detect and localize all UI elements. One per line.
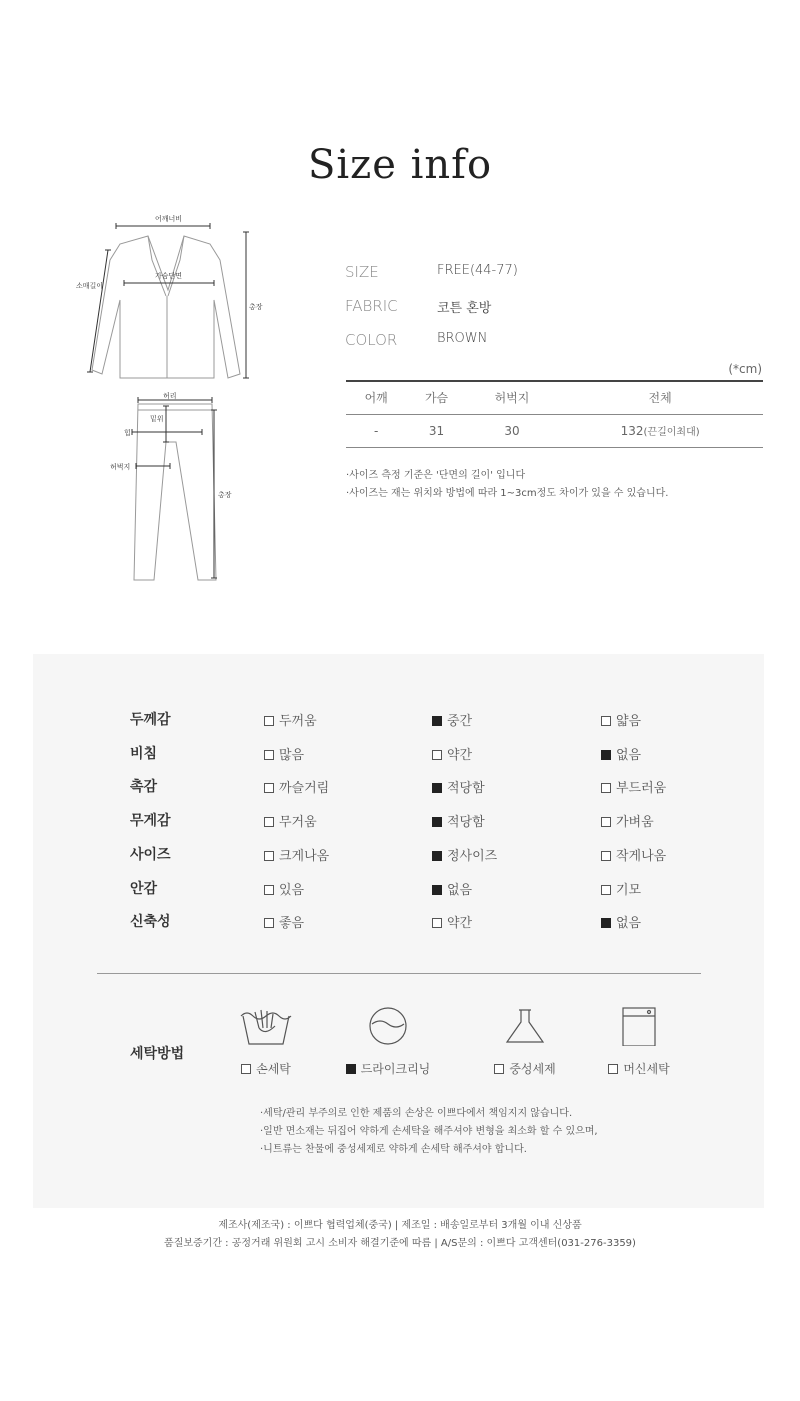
attribute-option-label: 부드러움	[616, 781, 667, 797]
attribute-option-label: 까슬거림	[279, 781, 330, 797]
checkbox-checked[interactable]	[432, 851, 442, 861]
label-hip: 힙	[124, 429, 131, 437]
size-notes	[346, 467, 668, 503]
attribute-option[interactable]	[264, 710, 317, 729]
care-line: ·니트류는 찬물에 중성세제로 약하게 손세탁 해주셔야 합니다.	[260, 1144, 527, 1155]
attribute-name: 무게감	[130, 813, 171, 830]
attribute-option-label: 중간	[447, 714, 473, 729]
wash-option[interactable]	[608, 1060, 669, 1077]
divider	[97, 973, 701, 974]
garment-diagram	[70, 210, 270, 590]
wash-neutral	[470, 1006, 580, 1077]
attribute-option[interactable]	[432, 879, 472, 898]
checkbox[interactable]	[241, 1064, 251, 1074]
attribute-option-label: 없음	[447, 882, 473, 898]
wash-label: 중성세제	[509, 1062, 556, 1076]
checkbox[interactable]	[601, 885, 611, 895]
attribute-option-label: 정사이즈	[447, 848, 498, 864]
checkbox[interactable]	[264, 716, 274, 726]
wash-hand	[211, 1006, 321, 1077]
attribute-row	[130, 878, 690, 898]
fabric-attributes-panel	[33, 654, 764, 1208]
table-header-cell: 전체	[648, 391, 672, 406]
wash-label: 머신세탁	[623, 1062, 670, 1076]
checkbox-checked[interactable]	[432, 716, 442, 726]
washing-title: 세탁방법	[130, 1046, 185, 1062]
label-pants-length: 총장	[218, 491, 232, 499]
attribute-option[interactable]	[601, 811, 654, 830]
attribute-option[interactable]	[601, 879, 641, 898]
checkbox[interactable]	[608, 1064, 618, 1074]
attribute-option[interactable]	[601, 744, 641, 763]
checkbox[interactable]	[264, 885, 274, 895]
label-chest: 가슴단면	[155, 272, 183, 280]
table-header-cell: 가슴	[424, 391, 449, 406]
note-line: ·사이즈 측정 기준은 '단면의 길이' 입니다	[346, 470, 526, 481]
attribute-option-label: 적당함	[447, 781, 485, 797]
wash-option[interactable]	[241, 1060, 291, 1077]
checkbox[interactable]	[264, 851, 274, 861]
attribute-option-label: 없음	[616, 916, 642, 932]
attribute-option-label: 많음	[279, 747, 305, 763]
footer-line: 제조사(제조국) : 이쁘다 협력업체(중국) | 제조일 : 배송일로부터 3개월 이내 신상품	[218, 1220, 582, 1231]
attribute-option-label: 두꺼움	[279, 714, 317, 729]
table-cell: 30	[504, 423, 520, 438]
attribute-option-label: 가벼움	[616, 815, 654, 831]
table-row	[346, 414, 763, 447]
attribute-row	[130, 911, 690, 931]
table-cell: -	[374, 423, 379, 438]
table-header-cell: 허벅지	[494, 391, 530, 406]
attribute-option[interactable]	[264, 777, 329, 796]
info-key: COLOR	[345, 331, 398, 349]
label-jacket-length: 총장	[249, 303, 263, 311]
label-rise: 밑위	[150, 415, 164, 423]
checkbox-checked[interactable]	[346, 1064, 356, 1074]
table-header-cell: 어깨	[364, 391, 388, 406]
checkbox[interactable]	[264, 750, 274, 760]
attribute-option[interactable]	[264, 744, 304, 763]
attribute-option-label: 작게나옴	[616, 848, 667, 864]
attribute-option-label: 약간	[447, 747, 473, 763]
info-value: FREE(44-77)	[437, 263, 518, 278]
checkbox[interactable]	[432, 918, 442, 928]
attribute-name: 비침	[130, 745, 158, 762]
attribute-option[interactable]	[432, 811, 485, 830]
checkbox[interactable]	[494, 1064, 504, 1074]
attribute-option[interactable]	[601, 912, 641, 931]
attribute-name: 두께감	[130, 712, 171, 728]
machine-wash-icon	[617, 1006, 661, 1046]
checkbox[interactable]	[601, 716, 611, 726]
table-header-row	[346, 381, 763, 414]
checkbox-checked[interactable]	[601, 918, 611, 928]
care-line: ·세탁/관리 부주의로 인한 제품의 손상은 이쁘다에서 책임지지 않습니다.	[260, 1108, 573, 1119]
attribute-option-label: 없음	[616, 747, 642, 763]
attribute-option[interactable]	[432, 845, 497, 864]
table-cell: 31	[428, 423, 445, 438]
info-value: 코튼 혼방	[437, 301, 492, 316]
wash-dry	[333, 1006, 443, 1077]
attribute-option-label: 무거움	[279, 815, 317, 831]
size-table	[346, 380, 763, 448]
attribute-option-label: 크게나옴	[279, 848, 330, 864]
info-key: SIZE	[345, 263, 379, 281]
attribute-option-label: 얇음	[616, 714, 642, 729]
attribute-option[interactable]	[601, 777, 666, 796]
attribute-option-label: 기모	[616, 882, 642, 898]
checkbox[interactable]	[432, 750, 442, 760]
wash-option[interactable]	[494, 1060, 555, 1077]
checkbox[interactable]	[601, 851, 611, 861]
hand-wash-icon	[239, 1006, 293, 1046]
attribute-option[interactable]	[264, 845, 329, 864]
attribute-row	[130, 810, 690, 830]
checkbox-checked[interactable]	[432, 885, 442, 895]
checkbox[interactable]	[264, 817, 274, 827]
attribute-name: 신축성	[130, 914, 171, 931]
page-title: Size info	[307, 142, 493, 188]
note-line: ·사이즈는 재는 위치와 방법에 따라 1~3cm정도 차이가 있을 수 있습니다.	[346, 488, 669, 499]
attribute-option[interactable]	[264, 811, 317, 830]
attribute-option[interactable]	[264, 879, 304, 898]
wash-label: 손세탁	[256, 1062, 291, 1076]
attribute-name: 안감	[130, 880, 158, 897]
wash-option[interactable]	[346, 1060, 431, 1077]
attribute-option[interactable]	[432, 912, 472, 931]
attribute-row	[130, 709, 690, 729]
checkbox-checked[interactable]	[432, 783, 442, 793]
table-cell-value: 132	[620, 424, 644, 438]
footer	[0, 1217, 800, 1253]
care-line: ·일반 면소재는 뒤집어 약하게 손세탁을 해주셔야 변형을 최소화 할 수 있으며,	[260, 1126, 598, 1137]
neutral-detergent-icon	[503, 1006, 547, 1046]
attribute-option[interactable]	[601, 710, 641, 729]
attribute-option[interactable]	[601, 845, 666, 864]
attribute-option[interactable]	[432, 710, 472, 729]
checkbox-checked[interactable]	[432, 817, 442, 827]
info-value: BROWN	[437, 331, 488, 346]
checkbox-checked[interactable]	[601, 750, 611, 760]
label-thigh: 허벅지	[110, 463, 131, 471]
checkbox[interactable]	[601, 817, 611, 827]
checkbox[interactable]	[264, 918, 274, 928]
care-notes	[260, 1105, 598, 1159]
attribute-row	[130, 844, 690, 864]
label-sleeve: 소매길이	[76, 282, 104, 290]
attribute-option-label: 있음	[279, 882, 305, 898]
attribute-option-label: 좋음	[279, 916, 305, 932]
dry-clean-icon	[366, 1006, 410, 1046]
table-cell-note: (끈길이최대)	[643, 427, 700, 438]
attribute-option-label: 약간	[447, 916, 473, 932]
label-waist: 허리	[163, 392, 177, 400]
table-cell-total	[557, 414, 763, 447]
attribute-option[interactable]	[264, 912, 304, 931]
attribute-option-label: 적당함	[447, 815, 485, 831]
wash-label: 드라이크리닝	[360, 1062, 431, 1076]
attribute-row	[130, 743, 690, 763]
checkbox[interactable]	[601, 783, 611, 793]
label-shoulder: 어깨너비	[155, 215, 183, 223]
footer-line: 품질보증기간 : 공정거래 위원회 고시 소비자 해결기준에 따름 | A/S문의 : 이쁘다 고객센터(031-276-3359)	[164, 1238, 636, 1249]
checkbox[interactable]	[264, 783, 274, 793]
unit-label: (*cm)	[728, 362, 762, 376]
attribute-name: 촉감	[130, 779, 158, 796]
attribute-option[interactable]	[432, 744, 472, 763]
attribute-name: 사이즈	[130, 846, 171, 863]
info-key: FABRIC	[345, 297, 398, 315]
wash-machine	[584, 1006, 694, 1077]
attribute-option[interactable]	[432, 777, 485, 796]
attribute-row	[130, 776, 690, 796]
